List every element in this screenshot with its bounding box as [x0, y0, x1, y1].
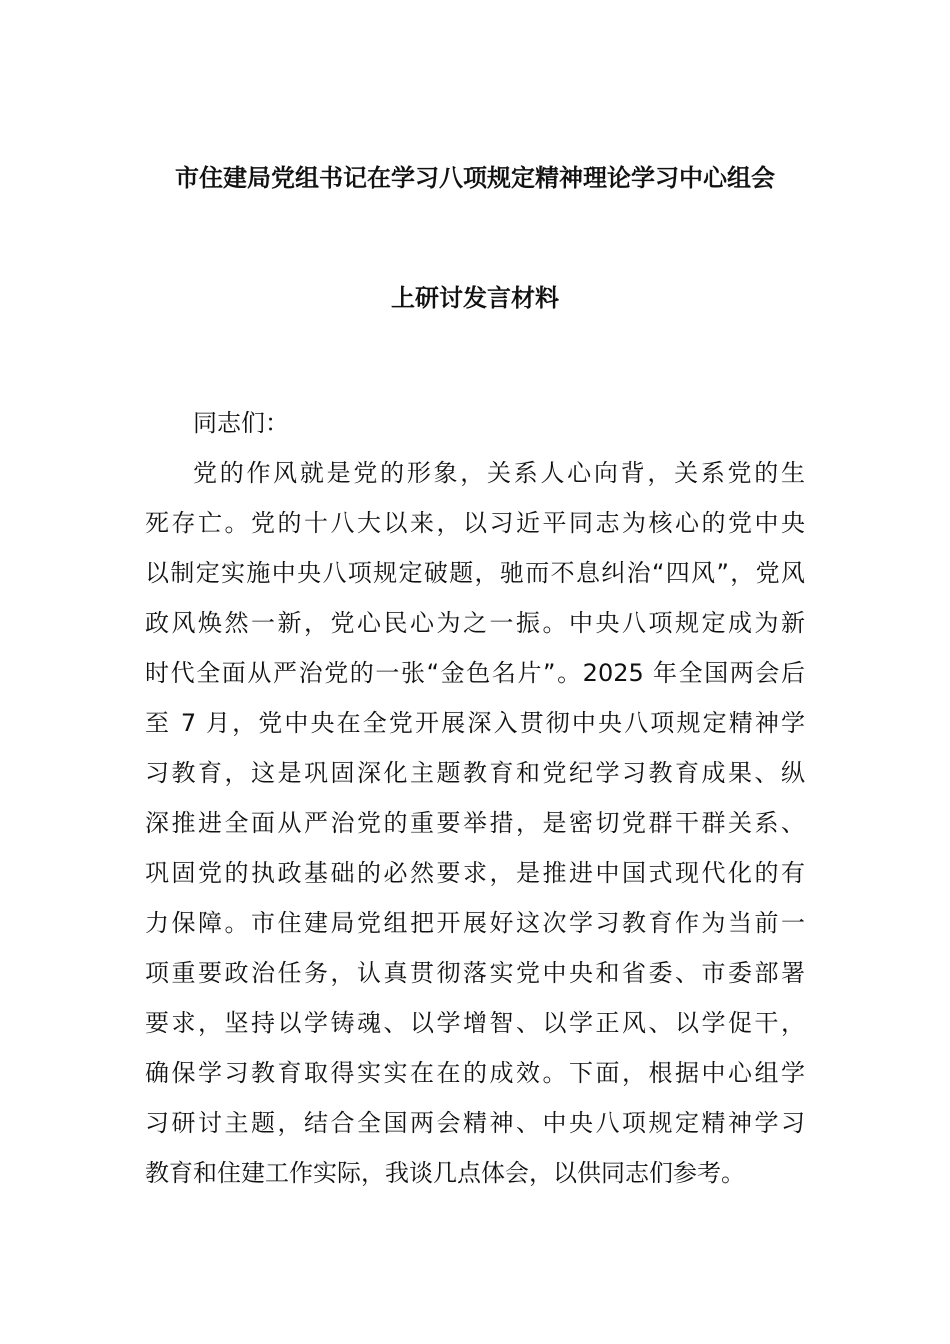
- paragraph-line: 项重要政治任务，认真贯彻落实党中央和省委、市委部署: [145, 959, 805, 987]
- paragraph-line: 至 7 月，党中央在全党开展深入贯彻中央八项规定精神学: [145, 709, 805, 737]
- paragraph-line: 党的作风就是党的形象，关系人心向背，关系党的生: [193, 459, 805, 487]
- paragraph-line: 教育和住建工作实际，我谈几点体会，以供同志们参考。: [145, 1159, 745, 1187]
- paragraph-line: 巩固党的执政基础的必然要求，是推进中国式现代化的有: [145, 859, 805, 887]
- document-title-line-1: 市住建局党组书记在学习八项规定精神理论学习中心组会: [175, 164, 775, 192]
- paragraph-line: 政风焕然一新，党心民心为之一振。中央八项规定成为新: [145, 609, 805, 637]
- document-title-line-2: 上研讨发言材料: [391, 284, 559, 312]
- paragraph-line: 习教育，这是巩固深化主题教育和党纪学习教育成果、纵: [145, 759, 805, 787]
- paragraph-line: 习研讨主题，结合全国两会精神、中央八项规定精神学习: [145, 1109, 805, 1137]
- paragraph-line: 力保障。市住建局党组把开展好这次学习教育作为当前一: [145, 909, 805, 937]
- salutation: 同志们：: [193, 409, 289, 437]
- paragraph-line: 深推进全面从严治党的重要举措，是密切党群干群关系、: [145, 809, 805, 837]
- paragraph-line: 要求，坚持以学铸魂、以学增智、以学正风、以学促干，: [145, 1009, 805, 1037]
- paragraph-line: 死存亡。党的十八大以来，以习近平同志为核心的党中央: [145, 509, 805, 537]
- paragraph-line: 确保学习教育取得实实在在的成效。下面，根据中心组学: [145, 1059, 805, 1087]
- paragraph-line: 以制定实施中央八项规定破题，驰而不息纠治“四风”，党风: [145, 559, 805, 587]
- paragraph-line: 时代全面从严治党的一张“金色名片”。2025 年全国两会后: [145, 659, 805, 687]
